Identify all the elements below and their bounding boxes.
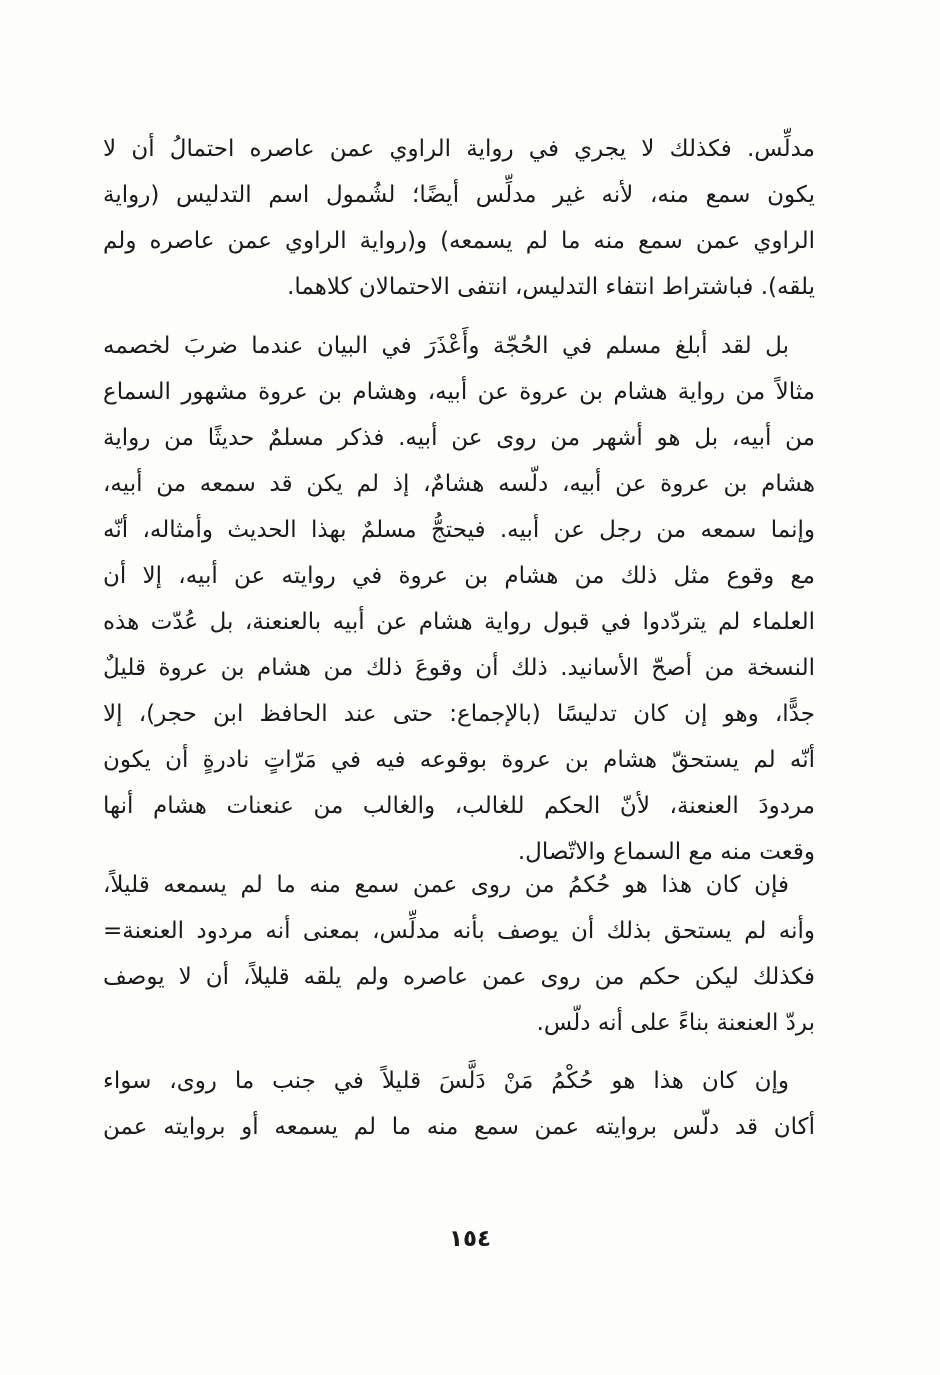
paragraph-line: أنّه لم يستحقّ هشام بن عروة بوقوعه فيه في مَرّاتٍ نادرةٍ أن يكون bbox=[103, 747, 815, 773]
paragraph-line: وإن كان هذا هو حُكْمُ مَنْ دَلَّسَ قليلاً في جنب ما روى، سواء bbox=[103, 1068, 789, 1094]
paragraph-line: فكذلك ليكن حكم من روى عمن عاصره ولم يلقه قليلاً، أن لا يوصف bbox=[103, 964, 815, 990]
paragraph-line: وإنما سمعه من رجل عن أبيه. فيحتجُّ مسلمٌ بهذا الحديث وأمثاله، أنّه bbox=[103, 517, 815, 543]
paragraph-line: الراوي عمن سمع منه ما لم يسمعه) و(رواية الراوي عمن عاصره ولم bbox=[103, 228, 815, 254]
paragraph-1 bbox=[103, 126, 815, 310]
paragraph-line: جدًّا، وهو إن كان تدليسًا (بالإجماع: حتى عند الحافظ ابن حجر)، إلا bbox=[103, 701, 815, 727]
paragraph-line: مردودَ العنعنة، لأنّ الحكم للغالب، والغالب من عنعنات هشام أنها bbox=[103, 793, 815, 819]
paragraph-line: مثالاً من رواية هشام بن عروة عن أبيه، وهشام بن عروة مشهور السماع bbox=[103, 379, 815, 405]
paragraph-line: يكون سمع منه، لأنه غير مدلِّس أيضًا؛ لشُمول اسم التدليس (رواية bbox=[103, 182, 815, 208]
paragraph-line: وقعت منه مع السماع والاتّصال. bbox=[517, 839, 815, 865]
paragraph-line: مدلِّس. فكذلك لا يجري في رواية الراوي عمن عاصره احتمالُ أن لا bbox=[103, 136, 815, 162]
paragraph-line: فإن كان هذا هو حُكمُ من روى عمن سمع منه ما لم يسمعه قليلاً، bbox=[103, 872, 789, 898]
paragraph-line: وأنه لم يستحق بذلك أن يوصف بأنه مدلِّس، بمعنى أنه مردود العنعنة= bbox=[103, 918, 815, 944]
paragraph-2 bbox=[103, 323, 815, 875]
paragraph-line: بل لقد أبلغ مسلم في الحُجّة وأَعْذَرَ في البيان عندما ضربَ لخصمه bbox=[103, 333, 789, 359]
paragraph-line: من أبيه، بل هو أشهر من روى عن أبيه. فذكر مسلمٌ حديثًا من رواية bbox=[103, 425, 815, 451]
paragraph-line: يلقه). فباشتراط انتفاء التدليس، انتفى الاحتمالان كلاهما. bbox=[287, 274, 815, 300]
paragraph-line: النسخة من أصحّ الأسانيد. ذلك أن وقوعَ ذلك من هشام بن عروة قليلٌ bbox=[103, 655, 815, 681]
paragraph-line: العلماء لم يتردّدوا في قبول رواية هشام عن أبيه بالعنعنة، بل عُدّت هذه bbox=[103, 609, 815, 635]
paragraph-line: أكان قد دلّس بروايته عمن سمع منه ما لم يسمعه أو بروايته عمن bbox=[103, 1114, 815, 1140]
page-number: ١٥٤ bbox=[448, 1226, 492, 1252]
paragraph-line: هشام بن عروة عن أبيه، دلّسه هشامٌ، إذ لم يكن قد سمعه من أبيه، bbox=[103, 471, 815, 497]
paragraph-4 bbox=[103, 1058, 815, 1150]
paragraph-line: مع وقوع مثل ذلك من هشام بن عروة في روايته عن أبيه، إلا أن bbox=[103, 563, 815, 589]
paragraph-line: بردّ العنعنة بناءً على أنه دلّس. bbox=[536, 1010, 815, 1036]
paragraph-3 bbox=[103, 862, 815, 1046]
